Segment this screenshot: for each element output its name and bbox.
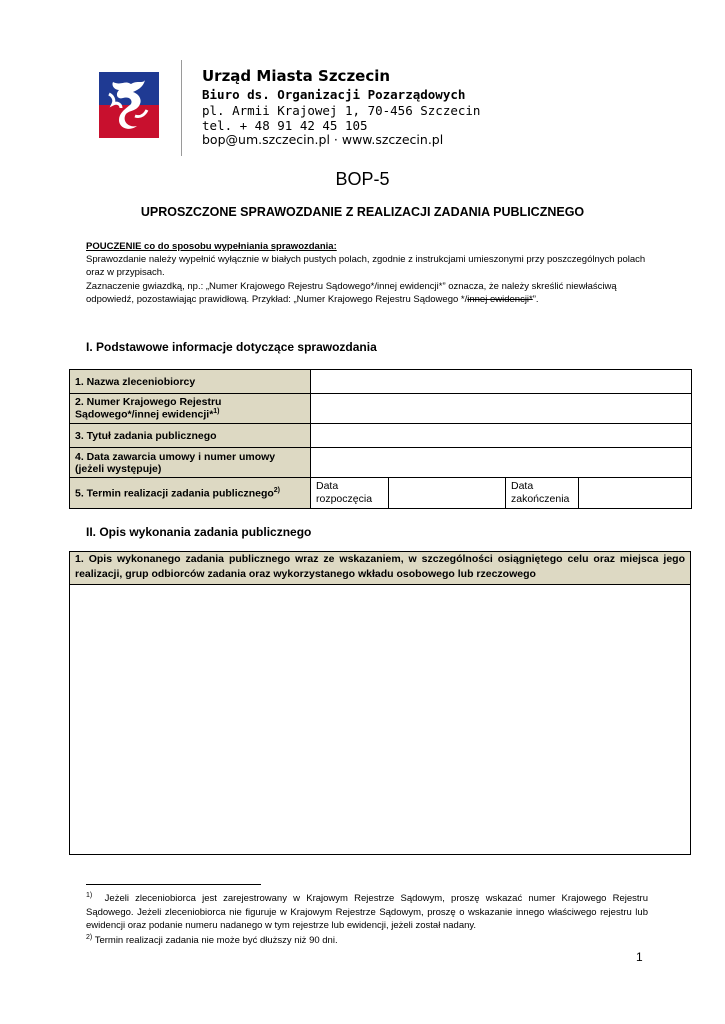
page-number: 1 bbox=[636, 950, 643, 964]
row-label bbox=[70, 394, 311, 424]
end-date-field[interactable] bbox=[579, 478, 692, 509]
task-description-field[interactable] bbox=[70, 585, 690, 854]
contract-date-number-field[interactable] bbox=[311, 448, 692, 478]
table-row bbox=[70, 448, 692, 478]
instructions-paragraph-1: Sprawozdanie należy wypełnić wyłącznie w białych pustych polach, zgodnie z instrukcjami umieszonymi przy poszczególnych polach oraz w przypisach. bbox=[86, 254, 646, 279]
org-department: Biuro ds. Organizacji Pozarządowych bbox=[202, 87, 466, 102]
row-label: 3. Tytuł zadania publicznego bbox=[70, 424, 311, 448]
instructions-p2-struck-example: innej ewidencji* bbox=[467, 294, 533, 306]
row-label-text: 5. Termin realizacji zadania publicznego bbox=[75, 487, 274, 500]
start-date-field[interactable] bbox=[389, 478, 506, 509]
org-phone: tel. + 48 91 42 45 105 bbox=[202, 118, 368, 133]
table-row bbox=[70, 478, 692, 509]
document-title: UPROSZCZONE SPRAWOZDANIE Z REALIZACJI ZADANIA PUBLICZNEGO bbox=[140, 205, 585, 219]
table-row bbox=[70, 394, 692, 424]
contractor-name-field[interactable] bbox=[311, 370, 692, 394]
row-label bbox=[70, 478, 311, 509]
org-name: Urząd Miasta Szczecin bbox=[202, 67, 391, 85]
footnote-1-mark: 1) bbox=[86, 892, 93, 899]
footnote-ref: 2) bbox=[273, 486, 281, 494]
form-code: BOP-5 bbox=[335, 169, 390, 189]
instructions-heading: POUCZENIE co do sposobu wypełniania sprawozdania: bbox=[86, 241, 337, 252]
footnote-2 bbox=[86, 931, 648, 948]
footnote-divider bbox=[86, 884, 261, 885]
row-label: 4. Data zawarcia umowy i numer umowy (jeżeli występuje) bbox=[70, 448, 311, 478]
instructions-p2-text: Zaznaczenie gwiazdką, np.: „Numer Krajowego Rejestru Sądowego*/innej ewidencji*” oznacza, że należy skreślić niewłaściwą odpowiedź, pozostawiając prawidłową. Przykład: „Numer Krajowego Rejestru Sądowego */ bbox=[86, 281, 617, 306]
registry-number-field[interactable] bbox=[311, 394, 692, 424]
footnote-ref: 1) bbox=[213, 408, 220, 416]
instructions-paragraph-2 bbox=[86, 280, 661, 307]
row-label: 1. Nazwa zleceniobiorcy bbox=[70, 370, 311, 394]
row-label-text: 2. Numer Krajowego Rejestru Sądowego*/innej ewidencji* bbox=[75, 396, 222, 421]
section-2-title: II. Opis wykonania zadania publicznego bbox=[86, 525, 312, 539]
org-address: pl. Armii Krajowej 1, 70-456 Szczecin bbox=[202, 103, 481, 118]
table-row bbox=[70, 370, 692, 394]
szczecin-griffin-logo-icon bbox=[99, 72, 159, 138]
task-description-label: 1. Opis wykonanego zadania publicznego wraz ze wskazaniem, w szczególności osiągniętego celu oraz miejsca jego realizacji, grup odbiorców zadania oraz wykorzystanego wkładu osobowego lub rzeczowego bbox=[70, 552, 690, 585]
footnote-2-text: Termin realizacji zadania nie może być dłuższy niż 90 dni. bbox=[94, 935, 338, 947]
header-divider bbox=[181, 60, 182, 156]
org-contact: bop@um.szczecin.pl · www.szczecin.pl bbox=[202, 132, 444, 147]
footnote-2-mark: 2) bbox=[86, 934, 93, 941]
footnote-1-text: Jeżeli zleceniobiorca jest zarejestrowany w Krajowym Rejestrze Sądowym, proszę wskazać numer Krajowego Rejestru Sądowego. Jeżeli zleceniobiorca nie figuruje w Krajowym Rejestrze Sądowym, proszę o wskazanie innego właściwego rejestru lub ewidencji oraz podanie numeru nadanego w tym rejestrze lub ewidencji, jeżeli został nadany. bbox=[86, 893, 649, 932]
table-row bbox=[70, 424, 692, 448]
instructions-p2-end: ”. bbox=[532, 294, 539, 306]
basic-info-table bbox=[69, 369, 692, 509]
end-date-label: Data zakończenia bbox=[506, 478, 579, 509]
task-title-field[interactable] bbox=[311, 424, 692, 448]
footnote-1 bbox=[86, 889, 648, 933]
start-date-label: Data rozpoczęcia bbox=[311, 478, 389, 509]
section-1-title: I. Podstawowe informacje dotyczące sprawozdania bbox=[86, 340, 377, 354]
task-description-box bbox=[69, 551, 691, 855]
